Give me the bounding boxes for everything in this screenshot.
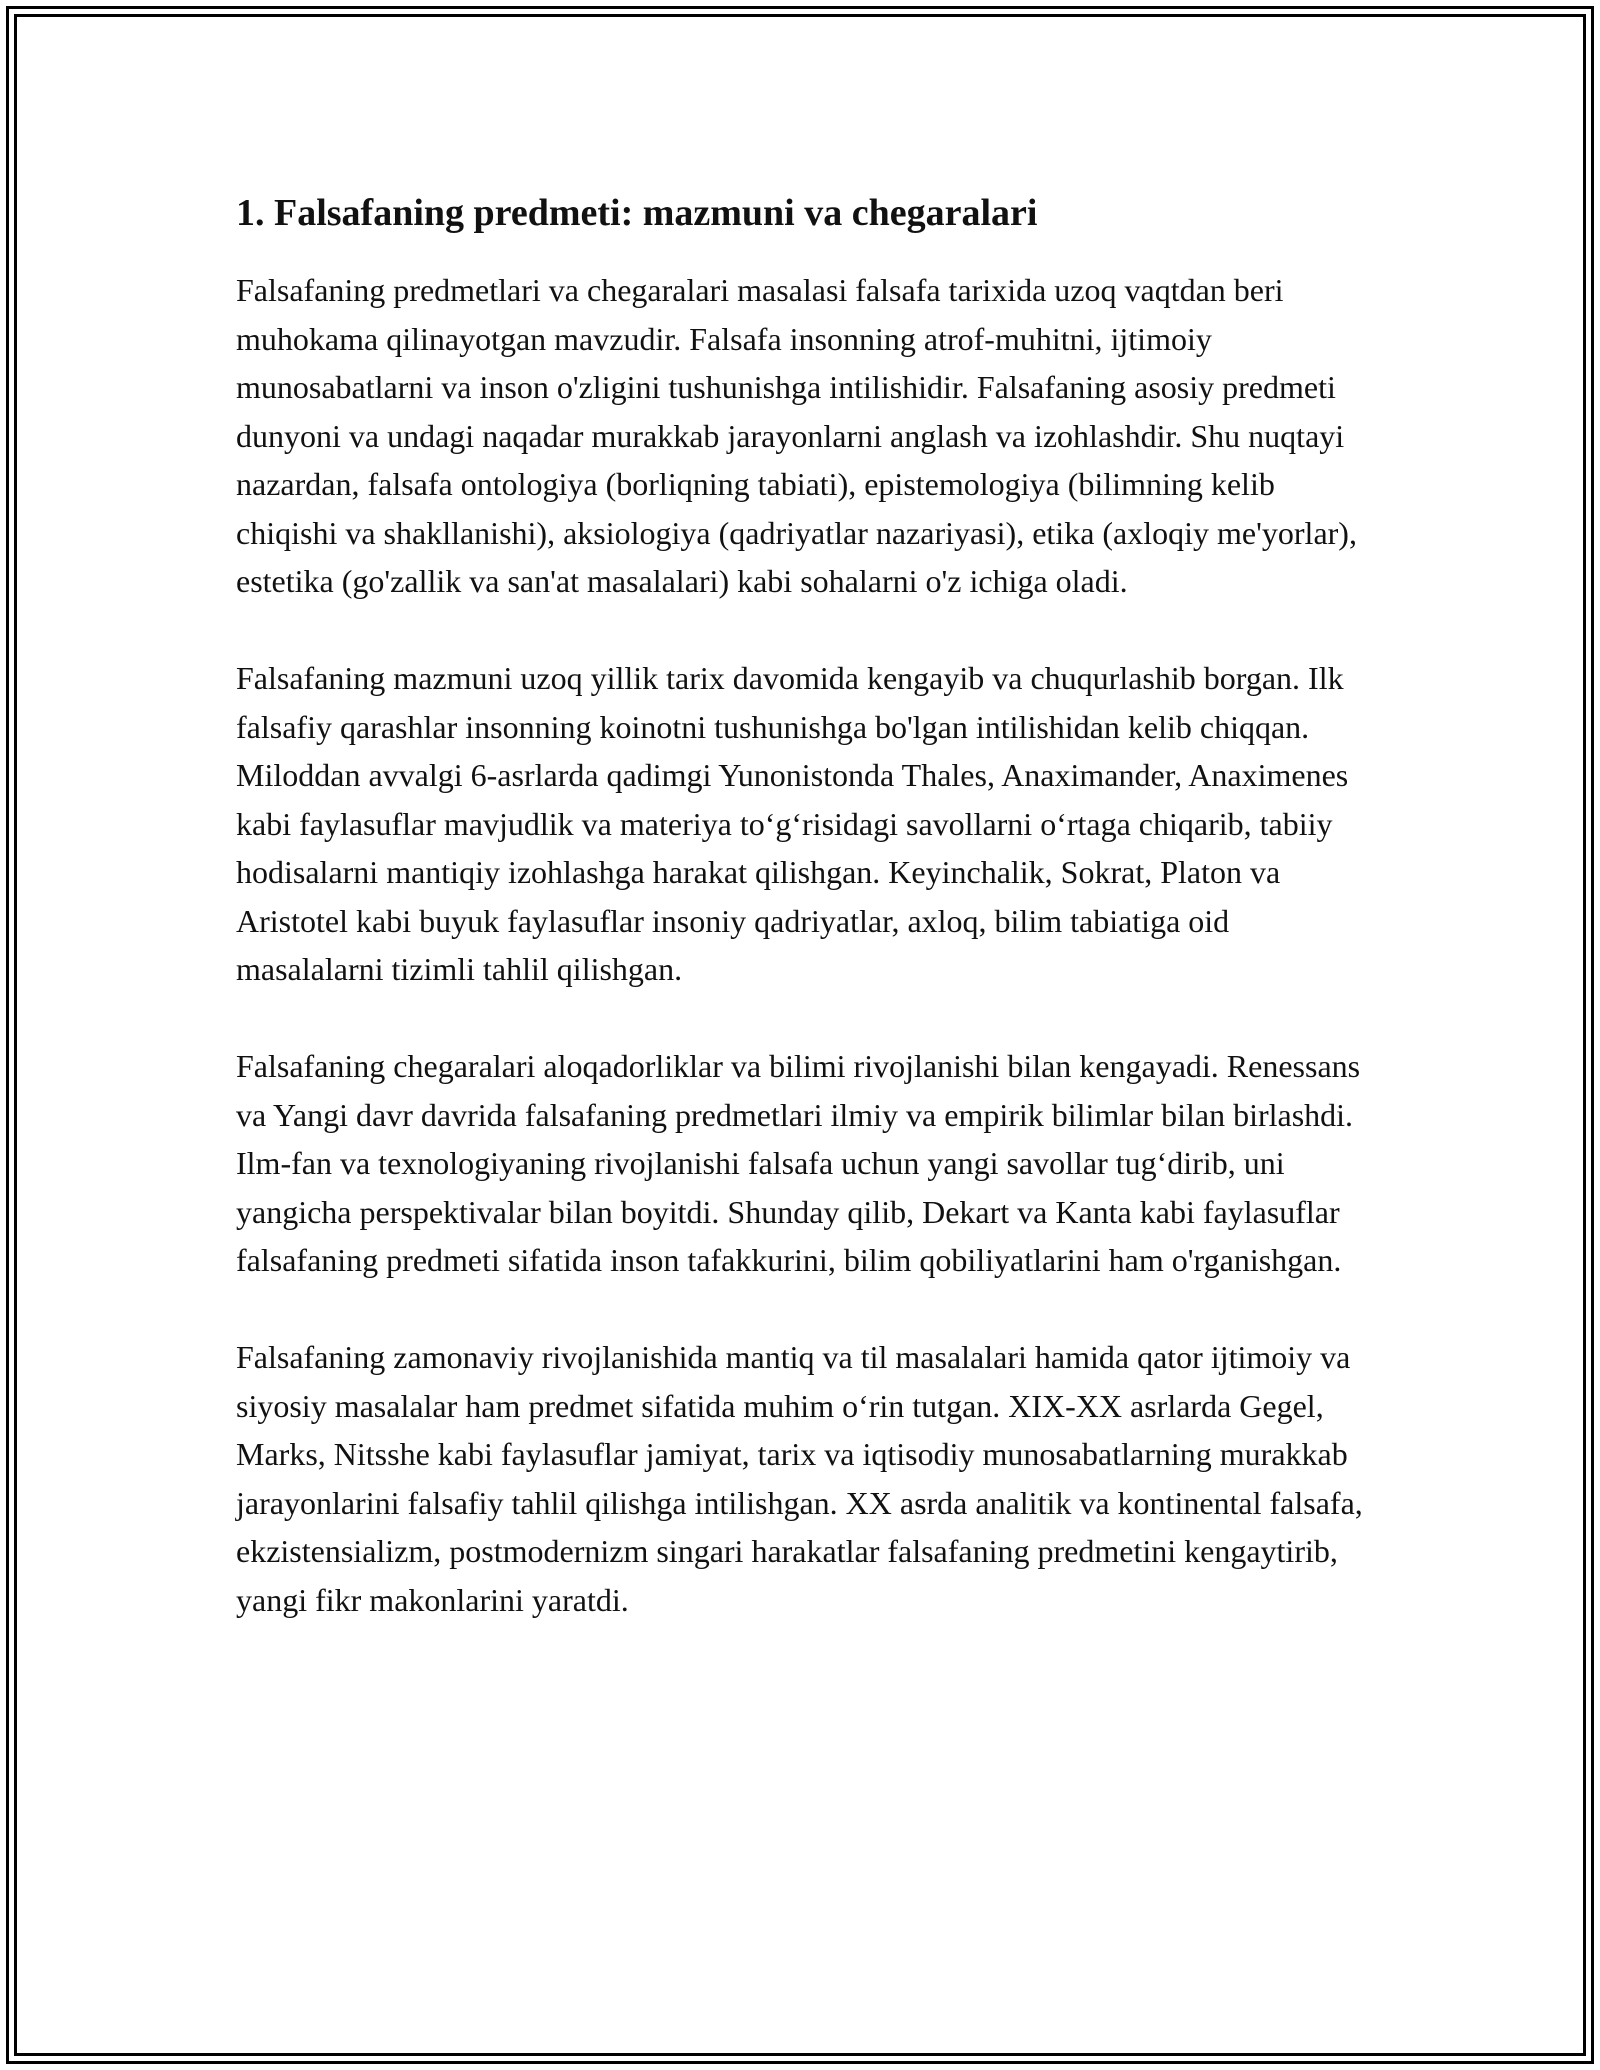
paragraph-2: Falsafaning mazmuni uzoq yillik tarix davomida kengayib va chuqurlashib borgan. Ilk falsafiy qarashlar insonning koinotni tushunishga bo'lgan intilishidan kelib chiqqan. Miloddan avvalgi 6-asrlarda qadimgi Yunonistonda Thales, Anaximander, Anaximenes kabi faylasuflar mavjudlik va materiya to‘g‘risidagi savollarni o‘rtaga chiqarib, tabiiy hodisalarni mantiqiy izohlashga harakat qilishgan. Keyinchalik, Sokrat, Platon va Aristotel kabi buyuk faylasuflar insoniy qadriyatlar, axloq, bilim tabiatiga oid masalalarni tizimli tahlil qilishgan. xyxy=(236,660,1349,987)
section-heading: 1. Falsafaning predmeti: mazmuni va chegaralari xyxy=(236,192,1038,234)
paragraph-1: Falsafaning predmetlari va chegaralari masalasi falsafa tarixida uzoq vaqtdan beri muhokama qilinayotgan mavzudir. Falsafa insonning atrof-muhitni, ijtimoiy munosabatlarni va inson o'zligini tushunishga intilishidir. Falsafaning asosiy predmeti dunyoni va undagi naqadar murakkab jarayonlarni anglash va izohlashdir. Shu nuqtayi nazardan, falsafa ontologiya (borliqning tabiati), epistemologiya (bilimning kelib chiqishi va shakllanishi), aksiologiya (qadriyatlar nazariyasi), etika (axloqiy me'yorlar), estetika (go'zallik va san'at masalalari) kabi sohalarni o'z ichiga oladi. xyxy=(236,272,1357,599)
document-body xyxy=(236,188,1366,1624)
paragraph-4: Falsafaning zamonaviy rivojlanishida mantiq va til masalalari hamida qator ijtimoiy va siyosiy masalalar ham predmet sifatida muhim o‘rin tutgan. XIX-XX asrlarda Gegel, Marks, Nitsshe kabi faylasuflar jamiyat, tarix va iqtisodiy munosabatlarning murakkab jarayonlarini falsafiy tahlil qilishga intilishgan. XX asrda analitik va kontinental falsafa, ekzistensializm, postmodernizm singari harakatlar falsafaning predmetini kengaytirib, yangi fikr makonlarini yaratdi. xyxy=(236,1339,1363,1618)
paragraph-3: Falsafaning chegaralari aloqadorliklar va bilimi rivojlanishi bilan kengayadi. Renessans va Yangi davr davrida falsafaning predmetlari ilmiy va empirik bilimlar bilan birlashdi. Ilm-fan va texnologiyaning rivojlanishi falsafa uchun yangi savollar tug‘dirib, uni yangicha perspektivalar bilan boyitdi. Shunday qilib, Dekart va Kanta kabi faylasuflar falsafaning predmeti sifatida inson tafakkurini, bilim qobiliyatlarini ham o'rganishgan. xyxy=(236,1048,1361,1278)
